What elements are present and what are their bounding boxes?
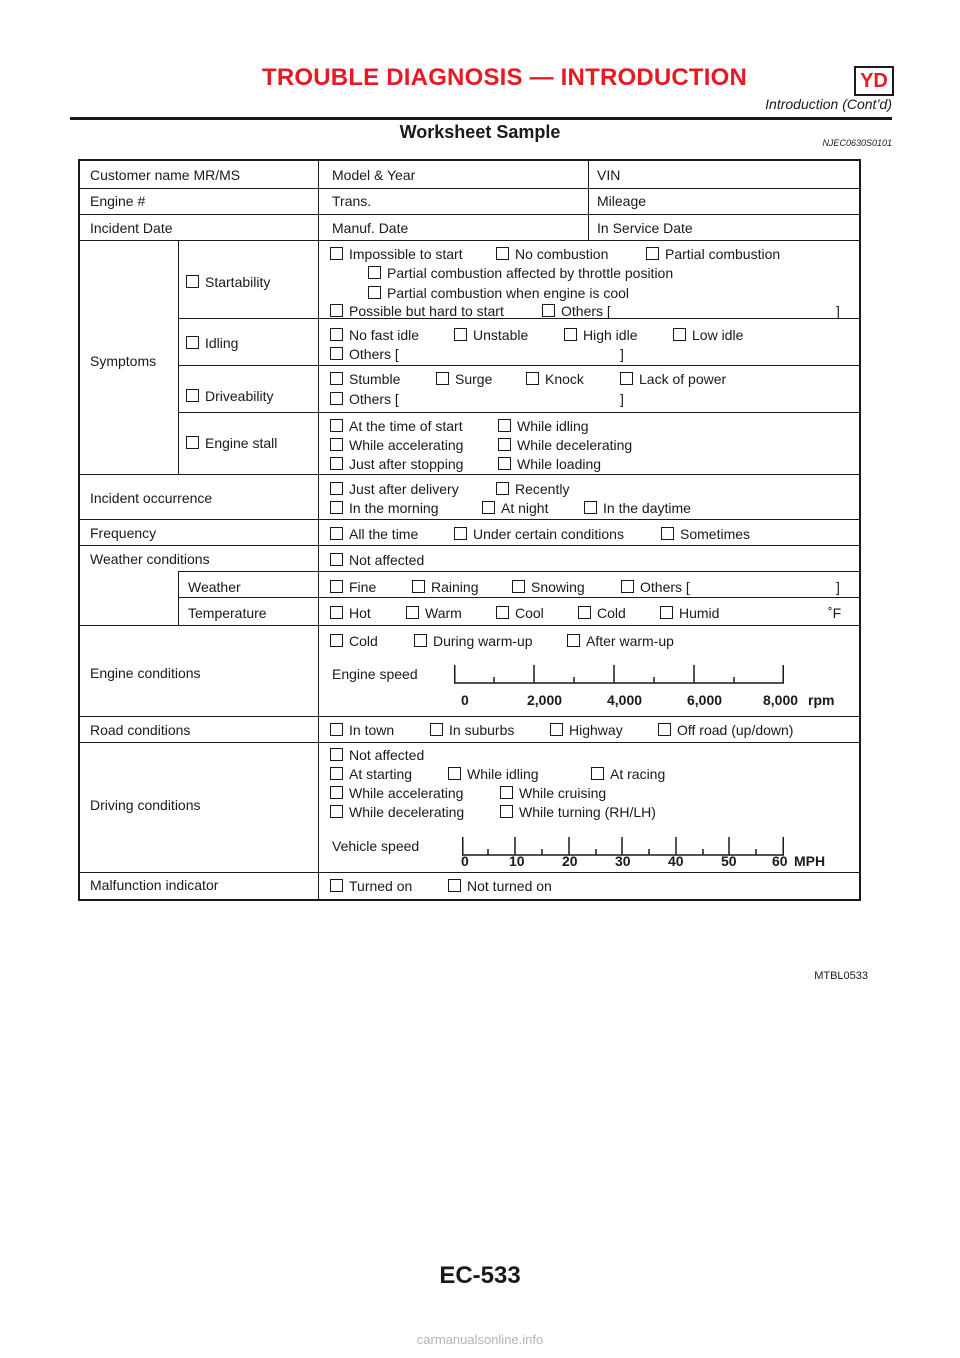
checkbox-option[interactable]: All the time — [330, 526, 418, 542]
checkbox-icon — [496, 247, 509, 260]
checkbox-icon — [448, 767, 461, 780]
row-divider — [178, 365, 859, 366]
checkbox-icon — [330, 392, 343, 405]
figure-code: MTBL0533 — [814, 970, 868, 982]
checkbox-option[interactable]: Others [ — [330, 391, 399, 407]
checkbox-option[interactable]: Partial combustion when engine is cool — [368, 285, 629, 301]
watermark: carmanualsonline.info — [416, 1332, 544, 1347]
checkbox-icon — [368, 286, 381, 299]
header-rule — [70, 117, 892, 120]
engine-stall-option[interactable]: Engine stall — [186, 435, 277, 451]
engine-speed-tick-label: 2,000 — [527, 692, 563, 708]
checkbox-option[interactable]: Just after stopping — [330, 456, 463, 472]
incident-date-label: Incident Date — [90, 220, 173, 236]
checkbox-icon — [330, 786, 343, 799]
checkbox-icon — [330, 634, 343, 647]
checkbox-icon — [330, 419, 343, 432]
malfunction-indicator-label: Malfunction indicator — [90, 877, 219, 893]
checkbox-icon — [542, 304, 555, 317]
checkbox-icon — [526, 372, 539, 385]
temperature-unit: ˚F — [828, 605, 842, 621]
engine-number-label: Engine # — [90, 193, 146, 209]
checkbox-icon — [186, 436, 199, 449]
row-divider — [80, 872, 859, 873]
checkbox-icon — [330, 527, 343, 540]
checkbox-option[interactable]: While decelerating — [330, 804, 464, 820]
checkbox-option[interactable]: Low idle — [673, 327, 743, 343]
weather-conditions-label: Weather conditions — [90, 551, 210, 567]
checkbox-icon — [406, 606, 419, 619]
checkbox-icon — [186, 336, 199, 349]
checkbox-option[interactable]: In suburbs — [430, 722, 514, 738]
checkbox-icon — [330, 606, 343, 619]
checkbox-option[interactable]: No fast idle — [330, 327, 419, 343]
vin-label: VIN — [597, 167, 621, 183]
vehicle-speed-tick-label: 0 — [461, 853, 469, 869]
checkbox-option[interactable]: Snowing — [512, 579, 585, 595]
bracket-close: ] — [620, 346, 624, 362]
vehicle-speed-tick-label: 60 — [772, 853, 788, 869]
weather-label: Weather — [188, 579, 241, 595]
row-divider — [80, 545, 859, 546]
checkbox-icon — [550, 723, 563, 736]
engine-speed-tick-label: 6,000 — [687, 692, 723, 708]
checkbox-icon — [414, 634, 427, 647]
checkbox-icon — [436, 372, 449, 385]
checkbox-option[interactable]: While decelerating — [498, 437, 632, 453]
checkbox-icon — [512, 580, 525, 593]
model-label: Model & Year — [332, 167, 416, 183]
row-divider — [80, 214, 859, 215]
trans-label: Trans. — [332, 193, 372, 209]
checkbox-icon — [660, 606, 673, 619]
checkbox-option[interactable]: Cold — [578, 605, 626, 621]
idling-option[interactable]: Idling — [186, 335, 238, 351]
vehicle-speed-tick-label: 30 — [615, 853, 631, 869]
vehicle-speed-label: Vehicle speed — [332, 838, 420, 854]
checkbox-icon — [330, 805, 343, 818]
col-divider — [178, 240, 179, 474]
bracket-close: ] — [836, 579, 840, 595]
checkbox-icon — [591, 767, 604, 780]
checkbox-icon — [412, 580, 425, 593]
checkbox-option[interactable]: Partial combustion affected by throttle position — [368, 265, 673, 281]
vehicle-speed-tick-label: 40 — [668, 853, 684, 869]
vehicle-speed-tick-label: 50 — [721, 853, 737, 869]
checkbox-option[interactable]: Knock — [526, 371, 584, 387]
bracket-close: ] — [836, 303, 840, 319]
checkbox-option[interactable]: Not affected — [330, 552, 424, 568]
checkbox-option[interactable]: At starting — [330, 766, 412, 782]
checkbox-option[interactable]: Possible but hard to start — [330, 303, 504, 319]
checkbox-icon — [330, 328, 343, 341]
checkbox-option[interactable]: Others [ — [330, 346, 399, 362]
row-divider — [178, 571, 859, 572]
worksheet-table — [78, 159, 861, 901]
section-code: NJEC0630S0101 — [822, 138, 892, 148]
checkbox-option[interactable]: While cruising — [500, 785, 606, 801]
checkbox-icon — [330, 767, 343, 780]
checkbox-option[interactable]: At racing — [591, 766, 665, 782]
checkbox-option[interactable]: Surge — [436, 371, 492, 387]
page-header-title: TROUBLE DIAGNOSIS — INTRODUCTION — [262, 64, 748, 91]
checkbox-option[interactable]: In the morning — [330, 500, 439, 516]
checkbox-icon — [498, 419, 511, 432]
checkbox-icon — [186, 275, 199, 288]
col-divider — [318, 161, 319, 240]
engine-speed-tick-label: 8,000 — [763, 692, 799, 708]
checkbox-option[interactable]: Lack of power — [620, 371, 726, 387]
col-divider — [178, 571, 179, 625]
checkbox-option[interactable]: Hot — [330, 605, 371, 621]
road-conditions-label: Road conditions — [90, 722, 191, 738]
incident-occurrence-label: Incident occurrence — [90, 490, 213, 506]
checkbox-icon — [368, 266, 381, 279]
page-header-subtitle: Introduction (Cont’d) — [765, 96, 892, 112]
checkbox-option[interactable]: Not affected — [330, 747, 424, 763]
checkbox-option[interactable]: Cool — [496, 605, 544, 621]
engine-badge: YD — [854, 66, 894, 96]
checkbox-option[interactable]: Under certain conditions — [454, 526, 624, 542]
engine-speed-tick-label: 0 — [461, 692, 469, 708]
vehicle-speed-tick-label: 10 — [509, 853, 525, 869]
checkbox-option[interactable]: No combustion — [496, 246, 608, 262]
checkbox-icon — [330, 347, 343, 360]
col-divider — [588, 161, 589, 240]
row-divider — [80, 742, 859, 743]
manuf-date-label: Manuf. Date — [332, 220, 409, 236]
checkbox-icon — [330, 553, 343, 566]
checkbox-icon — [658, 723, 671, 736]
checkbox-icon — [430, 723, 443, 736]
section-title: Worksheet Sample — [399, 122, 561, 142]
engine-speed-scale — [454, 661, 794, 687]
checkbox-option[interactable]: Turned on — [330, 878, 412, 894]
checkbox-icon — [330, 372, 343, 385]
driveability-option[interactable]: Driveability — [186, 388, 273, 404]
mileage-label: Mileage — [597, 193, 647, 209]
checkbox-icon — [584, 501, 597, 514]
temperature-label: Temperature — [188, 605, 267, 621]
checkbox-icon — [621, 580, 634, 593]
engine-conditions-label: Engine conditions — [90, 665, 201, 681]
checkbox-option[interactable]: Highway — [550, 722, 623, 738]
checkbox-icon — [498, 438, 511, 451]
row-divider — [178, 412, 859, 413]
checkbox-icon — [673, 328, 686, 341]
checkbox-option[interactable]: Others [ — [621, 579, 690, 595]
checkbox-icon — [330, 501, 343, 514]
checkbox-option[interactable]: Unstable — [454, 327, 528, 343]
checkbox-icon — [330, 304, 343, 317]
checkbox-option[interactable]: Just after delivery — [330, 481, 459, 497]
checkbox-option[interactable]: At the time of start — [330, 418, 463, 434]
startability-option[interactable]: Startability — [186, 274, 270, 290]
checkbox-option[interactable]: While turning (RH/LH) — [500, 804, 656, 820]
checkbox-icon — [330, 748, 343, 761]
checkbox-icon — [330, 457, 343, 470]
checkbox-icon — [186, 389, 199, 402]
checkbox-option[interactable]: Partial combustion — [646, 246, 780, 262]
checkbox-option[interactable]: Impossible to start — [330, 246, 463, 262]
checkbox-option[interactable]: Sometimes — [661, 526, 750, 542]
checkbox-option[interactable]: While idling — [448, 766, 539, 782]
checkbox-option[interactable]: Raining — [412, 579, 478, 595]
row-divider — [80, 474, 859, 475]
checkbox-icon — [567, 634, 580, 647]
row-divider — [178, 597, 859, 598]
col-divider — [318, 872, 319, 899]
engine-speed-unit: rpm — [808, 692, 835, 708]
checkbox-icon — [330, 580, 343, 593]
vehicle-speed-tick-label: 20 — [562, 853, 578, 869]
checkbox-option[interactable]: While accelerating — [330, 785, 463, 801]
checkbox-icon — [482, 501, 495, 514]
service-date-label: In Service Date — [597, 220, 693, 236]
checkbox-icon — [496, 482, 509, 495]
checkbox-option[interactable]: Recently — [496, 481, 569, 497]
checkbox-icon — [496, 606, 509, 619]
checkbox-icon — [454, 527, 467, 540]
checkbox-option[interactable]: Not turned on — [448, 878, 552, 894]
symptoms-label: Symptoms — [90, 353, 157, 369]
checkbox-option[interactable]: Others [ — [542, 303, 611, 319]
checkbox-icon — [330, 247, 343, 260]
checkbox-option[interactable]: While accelerating — [330, 437, 463, 453]
engine-speed-tick-label: 4,000 — [607, 692, 643, 708]
driving-conditions-label: Driving conditions — [90, 797, 201, 813]
checkbox-icon — [454, 328, 467, 341]
checkbox-option[interactable]: High idle — [564, 327, 637, 343]
checkbox-icon — [330, 438, 343, 451]
row-divider — [80, 625, 859, 626]
checkbox-option[interactable]: After warm-up — [567, 633, 674, 649]
checkbox-icon — [578, 606, 591, 619]
checkbox-option[interactable]: Cold — [330, 633, 378, 649]
checkbox-option[interactable]: While idling — [498, 418, 589, 434]
row-divider — [178, 318, 859, 319]
checkbox-icon — [500, 805, 513, 818]
checkbox-icon — [620, 372, 633, 385]
checkbox-option[interactable]: During warm-up — [414, 633, 533, 649]
checkbox-option[interactable]: Fine — [330, 579, 376, 595]
vehicle-speed-unit: MPH — [794, 853, 826, 869]
row-divider — [80, 240, 859, 241]
engine-speed-label: Engine speed — [332, 666, 418, 682]
frequency-label: Frequency — [90, 525, 157, 541]
checkbox-icon — [330, 482, 343, 495]
checkbox-icon — [330, 879, 343, 892]
checkbox-icon — [330, 723, 343, 736]
col-divider — [318, 240, 319, 872]
bracket-close: ] — [620, 391, 624, 407]
checkbox-option[interactable]: Warm — [406, 605, 462, 621]
customer-label: Customer name MR/MS — [90, 167, 241, 183]
checkbox-option[interactable]: In town — [330, 722, 394, 738]
checkbox-option[interactable]: In the daytime — [584, 500, 691, 516]
page-number: EC-533 — [439, 1262, 521, 1289]
checkbox-icon — [646, 247, 659, 260]
row-divider — [80, 716, 859, 717]
checkbox-icon — [564, 328, 577, 341]
checkbox-icon — [498, 457, 511, 470]
row-divider — [80, 188, 859, 189]
checkbox-option[interactable]: Off road (up/down) — [658, 722, 793, 738]
checkbox-option[interactable]: Humid — [660, 605, 719, 621]
checkbox-icon — [448, 879, 461, 892]
row-divider — [80, 519, 859, 520]
checkbox-option[interactable]: Stumble — [330, 371, 400, 387]
checkbox-option[interactable]: While loading — [498, 456, 601, 472]
checkbox-icon — [500, 786, 513, 799]
checkbox-option[interactable]: At night — [482, 500, 548, 516]
checkbox-icon — [661, 527, 674, 540]
